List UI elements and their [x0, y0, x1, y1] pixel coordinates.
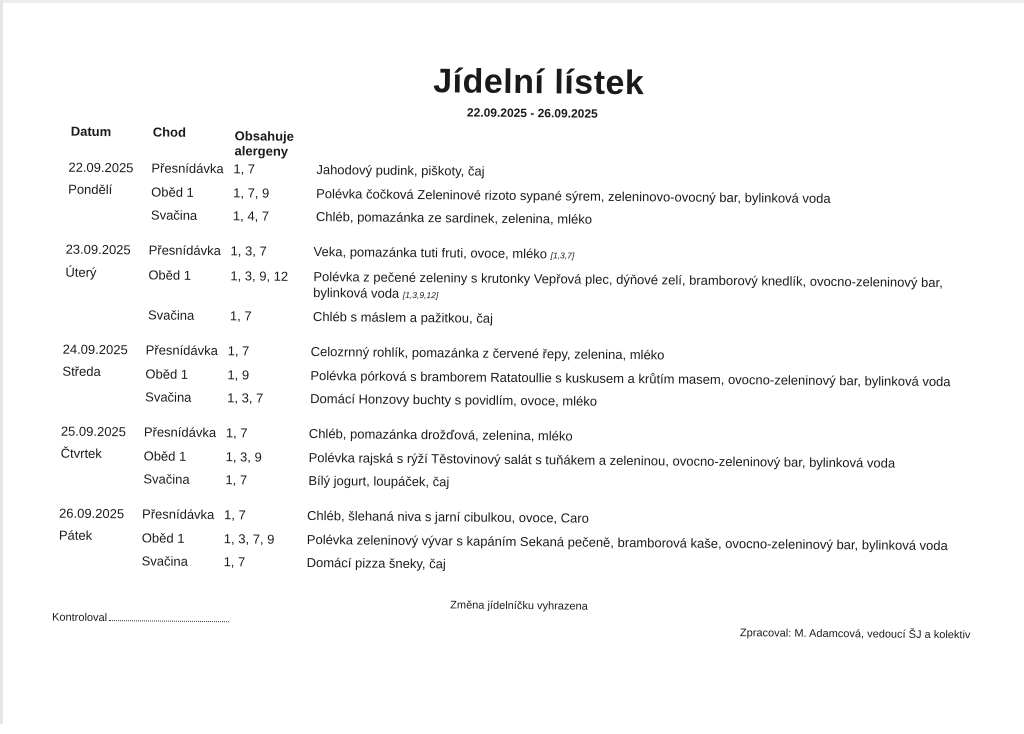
meal-allergens: 1, 7, 9	[233, 185, 270, 201]
meal-course: Svačina	[147, 307, 195, 323]
meal-allergens: 1, 7	[229, 308, 252, 324]
checked-by-label: Kontroloval	[52, 611, 108, 625]
meal-dish: Domácí Honzovy buchty s povidlím, ovoce, mléko	[310, 390, 598, 409]
meal-allergens: 1, 3, 9	[225, 449, 262, 465]
meal-dish: Chléb, šlehaná niva s jarní cibulkou, ovoce, Caro	[306, 507, 589, 526]
column-header-course: Chod	[152, 124, 187, 140]
meal-dish: Polévka zeleninový vývar s kapáním Sekaná pečeně, bramborová kaše, ovocno-zeleninový bar, bylinková voda	[306, 531, 948, 554]
meal-dish: Bílý jogurt, loupáček, čaj	[308, 472, 450, 490]
meal-dish: Chléb, pomazánka ze sardinek, zelenina, mléko	[315, 209, 593, 227]
meal-course: Oběd 1	[148, 267, 192, 283]
meal-course: Přesnídávka	[143, 424, 217, 441]
date-range: 22.09.2025 - 26.09.2025	[466, 105, 598, 121]
day-date: 23.09.2025	[65, 241, 131, 258]
day-weekday: Úterý	[65, 264, 97, 280]
meal-allergens: 1, 7	[223, 554, 246, 570]
meal-allergens: 1, 7	[223, 507, 246, 523]
meal-course: Oběd 1	[143, 448, 187, 464]
meal-allergens: 1, 9	[227, 367, 250, 383]
meal-dish-line	[313, 269, 963, 308]
meal-dish: Veka, pomazánka tuti fruti, ovoce, mléko	[313, 244, 548, 262]
meal-course: Přesnídávka	[148, 242, 221, 259]
day-date: 25.09.2025	[60, 423, 127, 440]
meal-dish: Polévka rajská s rýží Těstovinový salát s tuňákem a zeleninou, ovocno-zeleninový bar, bylinková voda	[308, 449, 896, 471]
allergen-note: [1,3,9,12]	[402, 289, 439, 301]
day-weekday: Pondělí	[68, 181, 113, 198]
meal-dish: Polévka z pečené zeleniny s krutonky Vepřová plec, dýňové zelí, bramborový knedlík, ovocno-zeleninový bar, bylinková voda	[313, 269, 943, 301]
column-header-allergens: Obsahuje alergeny	[234, 128, 295, 159]
meal-course: Oběd 1	[141, 530, 185, 546]
meal-dish: Chléb s máslem a pažitkou, čaj	[312, 309, 493, 326]
meal-dish: Jahodový pudink, piškoty, čaj	[316, 162, 485, 179]
menu-change-note: Změna jídelníčku vyhrazena	[450, 599, 588, 613]
meal-course: Oběd 1	[151, 184, 194, 200]
meal-allergens: 1, 7	[227, 343, 250, 359]
day-date: 22.09.2025	[68, 159, 134, 176]
meal-allergens: 1, 7	[225, 472, 248, 488]
meal-course: Svačina	[141, 553, 188, 569]
meal-dish: Domácí pizza šneky, čaj	[306, 554, 446, 572]
meal-dish: Polévka pórková s bramborem Ratatoullie s kuskusem a krůtím masem, ovocno-zeleninový bar, bylinková voda	[310, 367, 951, 390]
meal-course: Svačina	[145, 389, 192, 405]
meal-course: Svačina	[150, 207, 198, 223]
meal-allergens: 1, 3, 9, 12	[230, 268, 289, 284]
meal-dish-line	[314, 244, 575, 264]
page-title: Jídelní lístek	[433, 62, 645, 103]
day-date: 24.09.2025	[62, 341, 128, 358]
allergen-note: [1,3,7]	[550, 250, 575, 261]
meal-allergens: 1, 7	[225, 425, 248, 441]
meal-dish: Chléb, pomazánka drožďová, zelenina, mléko	[308, 425, 573, 444]
column-header-date: Datum	[70, 123, 112, 140]
day-weekday: Čtvrtek	[60, 445, 102, 461]
day-weekday: Středa	[62, 363, 101, 379]
signature-dotted-line	[109, 611, 229, 622]
meal-dish: Celozrnný rohlík, pomazánka z červené řepy, zelenina, mléko	[310, 343, 665, 363]
day-date: 26.09.2025	[59, 505, 125, 522]
prepared-by: Zpracoval: M. Adamcová, vedoucí ŠJ a kolektiv	[739, 627, 971, 642]
meal-course: Svačina	[143, 471, 190, 487]
checked-by-line	[52, 611, 229, 626]
meal-allergens: 1, 3, 7, 9	[223, 531, 275, 547]
meal-course: Přesnídávka	[142, 506, 215, 523]
meal-course: Oběd 1	[145, 366, 189, 382]
meal-course: Přesnídávka	[145, 342, 218, 359]
meal-allergens: 1, 7	[233, 161, 256, 177]
meal-allergens: 1, 3, 7	[227, 390, 264, 406]
day-weekday: Pátek	[58, 527, 93, 543]
meal-course: Přesnídávka	[151, 160, 224, 177]
meal-allergens: 1, 4, 7	[232, 208, 270, 224]
meal-allergens: 1, 3, 7	[230, 243, 267, 259]
meal-dish: Polévka čočková Zeleninové rizoto sypané sýrem, zeleninovo-ovocný bar, bylinková voda	[316, 186, 831, 206]
